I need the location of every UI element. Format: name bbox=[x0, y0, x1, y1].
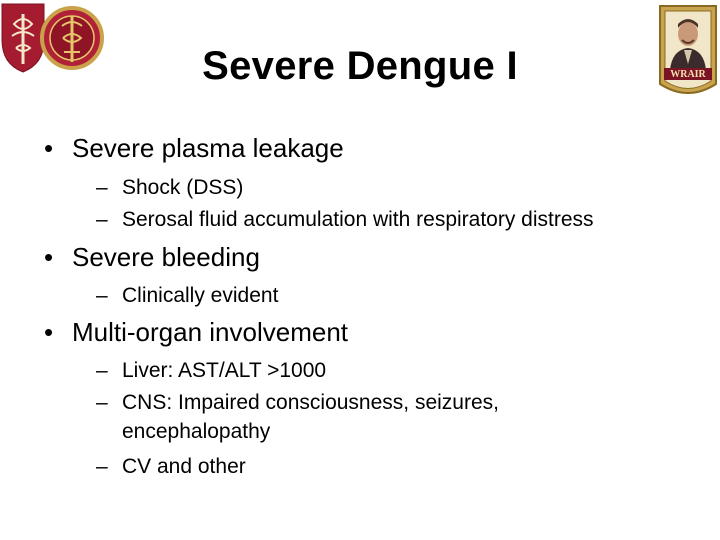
bullet-glyph: • bbox=[44, 133, 54, 163]
sub-bullet-text: Clinically evident bbox=[122, 284, 279, 307]
sub-bullet-text-continued: encephalopathy bbox=[122, 420, 271, 443]
dash-glyph: – bbox=[96, 391, 108, 414]
sub-bullet-text: Liver: AST/ALT >1000 bbox=[122, 359, 327, 382]
sub-bullet-text: CV and other bbox=[122, 455, 246, 478]
dash-glyph: – bbox=[96, 208, 108, 231]
bullet-text: Severe bleeding bbox=[72, 242, 260, 272]
wrair-logo-text: WRAIR bbox=[670, 69, 706, 80]
sub-bullet-text: Serosal fluid accumulation with respiratory distress bbox=[122, 208, 594, 231]
dash-glyph: – bbox=[96, 455, 108, 478]
dash-glyph: – bbox=[96, 176, 108, 199]
sub-bullet-text: CNS: Impaired consciousness, seizures, bbox=[122, 391, 499, 414]
dash-glyph: – bbox=[96, 284, 108, 307]
bullet-glyph: • bbox=[44, 242, 54, 272]
bullet-text: Multi-organ involvement bbox=[72, 317, 349, 347]
slide-title: Severe Dengue I bbox=[202, 44, 518, 88]
dash-glyph: – bbox=[96, 359, 108, 382]
sub-bullet-text: Shock (DSS) bbox=[122, 176, 244, 199]
bullet-glyph: • bbox=[44, 317, 54, 347]
bullet-text: Severe plasma leakage bbox=[72, 133, 344, 163]
